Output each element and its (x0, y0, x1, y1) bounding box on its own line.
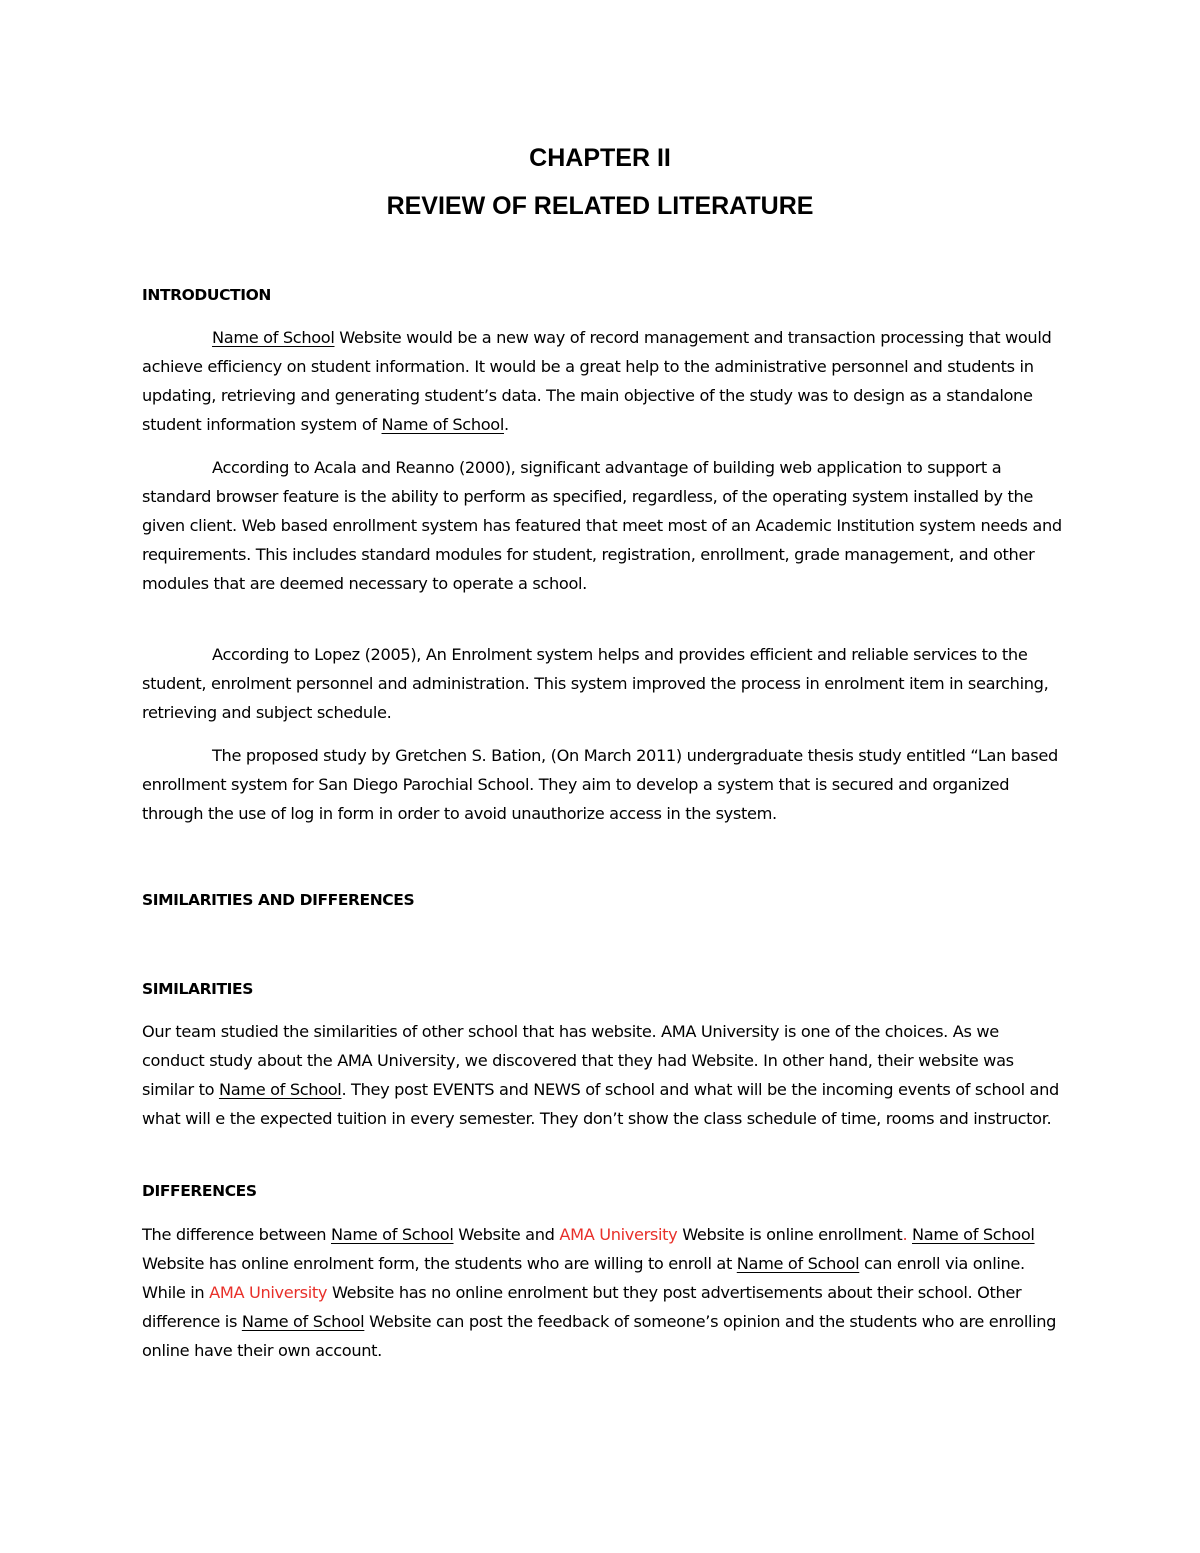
school-name-link: Name of School (212, 328, 335, 347)
introduction-paragraph-3 (142, 640, 1064, 727)
similarities-and-differences-heading: SIMILARITIES AND DIFFERENCES (142, 891, 415, 909)
ama-university-highlight: AMA University (559, 1225, 678, 1244)
school-name-link: Name of School (218, 1080, 342, 1099)
school-name-link: Name of School (381, 415, 505, 434)
similarities-heading: SIMILARITIES (142, 980, 253, 998)
text-segment: . (504, 415, 509, 434)
text-segment: The difference between (142, 1225, 331, 1244)
school-name-link: Name of School (241, 1312, 365, 1331)
paragraph-text: According to Acala and Reanno (2000), significant advantage of building web application to support a standard browser feature is the ability to perform as specified, regardless, of the operating system installed by the given client. Web based enrollment system has featured that meet most of an Academic Institution system needs and requirements. This includes standard modules for student, registration, enrollment, grade management, and other modules that are deemed necessary to operate a school. (142, 458, 1062, 593)
section-title: REVIEW OF RELATED LITERATURE (386, 192, 814, 220)
introduction-paragraph-2 (142, 453, 1064, 598)
ama-university-highlight: AMA University (209, 1283, 328, 1302)
text-segment: Website and (453, 1225, 560, 1244)
text-segment: can enroll via online. While in (142, 1254, 1025, 1302)
text-segment: Website has online enrolment form, the students who are willing to enroll at (142, 1254, 737, 1273)
school-name-link: Name of School (331, 1225, 454, 1244)
paragraph-text: According to Lopez (2005), An Enrolment system helps and provides efficient and reliable services to the student, enrolment personnel and administration. This system improved the process in enrolment item in searching, retrieving and subject schedule. (142, 645, 1049, 722)
text-segment: . They post EVENTS and NEWS of school and what will be the incoming events of school and what will e the expected tuition in every semester. They don’t show the class schedule of time, rooms and instructor. (142, 1080, 1059, 1128)
text-segment: Our team studied the similarities of other school that has website. AMA University is one of the choices. As we conduct study about the AMA University, we discovered that they had Website. In other hand, their website was similar to (142, 1022, 1014, 1099)
similarities-paragraph (142, 1017, 1064, 1133)
differences-heading: DIFFERENCES (142, 1182, 257, 1200)
text-segment: Website has no online enrolment but they post advertisements about their school. Other difference is (142, 1283, 1022, 1331)
school-name-link: Name of School (912, 1225, 1035, 1244)
text-segment: Website would be a new way of record management and transaction processing that would achieve efficiency on student information. It would be a great help to the administrative personnel and students in updating, retrieving and generating student’s data. The main objective of the study was to design as a standalone student information system of (142, 328, 1052, 434)
introduction-heading: INTRODUCTION (142, 286, 271, 304)
introduction-paragraph-1 (142, 323, 1064, 439)
red-period: . (902, 1225, 908, 1244)
chapter-title: CHAPTER II (529, 144, 671, 172)
text-segment: Website can post the feedback of someone’s opinion and the students who are enrolling online have their own account. (142, 1312, 1057, 1360)
school-name-link: Name of School (736, 1254, 860, 1273)
differences-paragraph (142, 1220, 1064, 1365)
text-segment: Website is online enrollment (677, 1225, 903, 1244)
paragraph-text: The proposed study by Gretchen S. Bation, (On March 2011) undergraduate thesis study entitled “Lan based enrollment system for San Diego Parochial School. They aim to develop a system that is secured and organized through the use of log in form in order to avoid unauthorize access in the system. (142, 746, 1058, 823)
introduction-paragraph-4 (142, 741, 1064, 828)
